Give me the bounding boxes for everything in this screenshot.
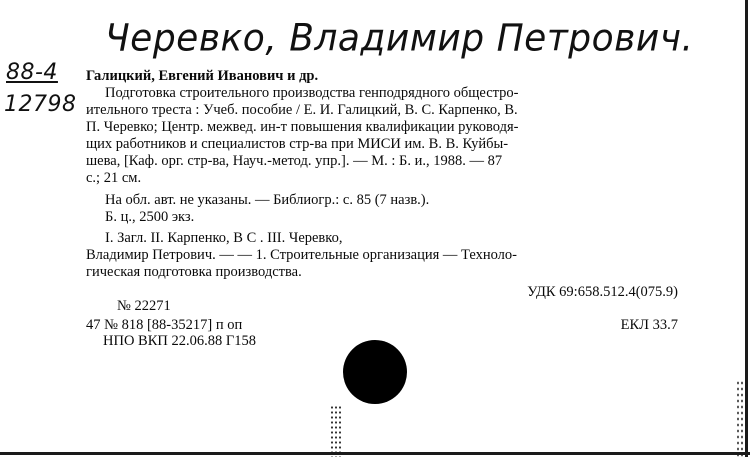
ekl-code: ЕКЛ 33.7 xyxy=(620,317,678,333)
scan-noise xyxy=(330,405,342,457)
note-line: На обл. авт. не указаны. — Библиогр.: с. 85 (7 назв.). xyxy=(105,192,430,208)
card-edge-right xyxy=(745,0,748,457)
body-line: щих работников и специалистов стр-ва при МИСИ им. В. В. Куйбы- xyxy=(86,136,509,152)
punch-hole xyxy=(343,340,407,404)
record-number: № 22271 xyxy=(117,298,171,314)
order-line: 47 № 818 [88-35217] п оп xyxy=(86,317,243,333)
body-line: ительного треста : Учеб. пособие / Е. И. Галицкий, В. С. Карпенко, В. xyxy=(86,102,518,118)
body-line: шева, [Каф. орг. стр-ва, Науч.-метод. упр.]. — М. : Б. и., 1988. — 87 xyxy=(86,153,503,169)
udk-code: УДК 69:658.512.4(075.9) xyxy=(527,284,678,300)
author-line: Галицкий, Евгений Иванович и др. xyxy=(86,68,319,84)
body-line: Подготовка строительного производства генподрядного общестро- xyxy=(105,85,519,101)
tracing-line: I. Загл. II. Карпенко, В С . III. Черевко, xyxy=(105,230,343,246)
price-line: Б. ц., 2500 экз. xyxy=(105,209,195,225)
tracing-line: Владимир Петрович. — — 1. Строительные организация — Техноло- xyxy=(86,247,517,263)
call-number-top: 88-4 xyxy=(6,60,58,85)
tracing-line: гическая подготовка производства. xyxy=(86,264,302,280)
card-edge-bottom xyxy=(0,452,750,455)
call-number-bottom: 12798 xyxy=(4,92,77,117)
body-line: П. Черевко; Центр. межвед. ин-т повышения квалификации руководя- xyxy=(86,119,519,135)
handwritten-heading: Черевко, Владимир Петрович. xyxy=(105,16,694,61)
body-line: с.; 21 см. xyxy=(86,170,142,186)
npo-line: НПО ВКП 22.06.88 Г158 xyxy=(103,333,256,349)
